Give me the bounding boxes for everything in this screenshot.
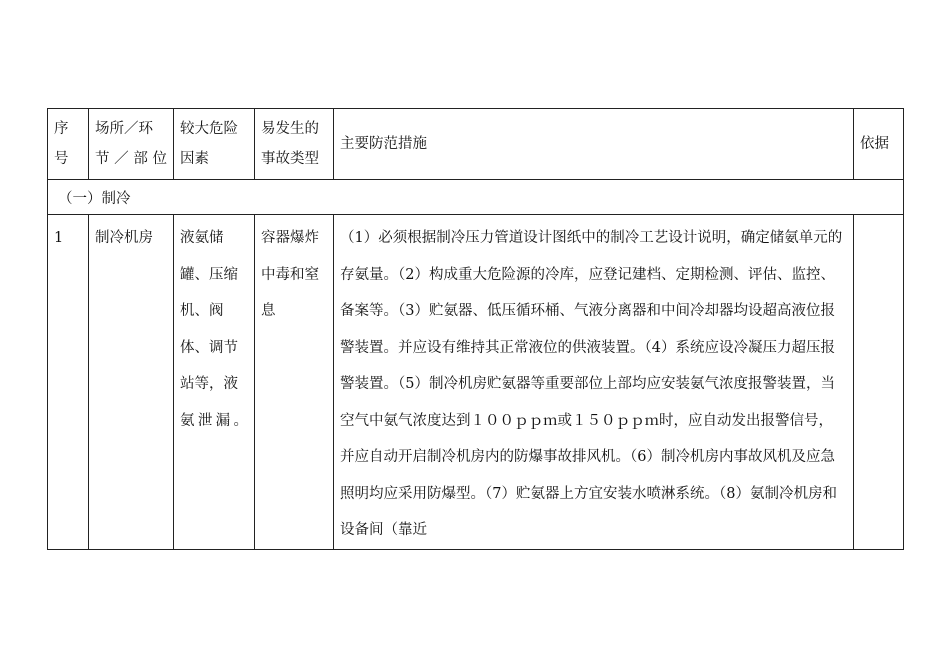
hazard-measures-table — [47, 108, 904, 550]
header-basis: 依据 — [854, 109, 904, 180]
cell-seq: 1 — [48, 215, 89, 550]
header-accident-type: 易发生的事故类型 — [255, 109, 334, 180]
section-row — [48, 180, 904, 215]
header-measures: 主要防范措施 — [334, 109, 854, 180]
header-location: 场所／环节／部位 — [89, 109, 174, 180]
header-seq: 序号 — [48, 109, 89, 180]
cell-location: 制冷机房 — [89, 215, 174, 550]
header-hazard: 较大危险因素 — [174, 109, 255, 180]
section-title: （一）制冷 — [48, 180, 904, 215]
table-row — [48, 215, 904, 550]
cell-hazard: 液氨储罐、压缩机、阀体、调节站等，液氨泄漏。 — [174, 215, 255, 550]
cell-basis — [854, 215, 904, 550]
header-row — [48, 109, 904, 180]
cell-accident-type: 容器爆炸中毒和窒息 — [255, 215, 334, 550]
cell-measures: （1）必须根据制冷压力管道设计图纸中的制冷工艺设计说明，确定储氨单元的存氨量。（2）构成重大危险源的冷库，应登记建档、定期检测、评估、监控、备案等。（3）贮氨器、低压循环桶、气液分离器和中间冷却器均设超高液位报警装置。并应设有维持其正常液位的供液装置。（4）系统应设冷凝压力超压报警装置。（5）制冷机房贮氨器等重要部位上部均应安装氨气浓度报警装置，当空气中氨气浓度达到１００ｐｐｍ或１５０ｐｐｍ时，应自动发出报警信号，并应自动开启制冷机房内的防爆事故排风机。（6）制冷机房内事故风机及应急照明均应采用防爆型。（7）贮氨器上方宜安装水喷淋系统。（8）氨制冷机房和设备间（靠近 — [334, 215, 854, 550]
